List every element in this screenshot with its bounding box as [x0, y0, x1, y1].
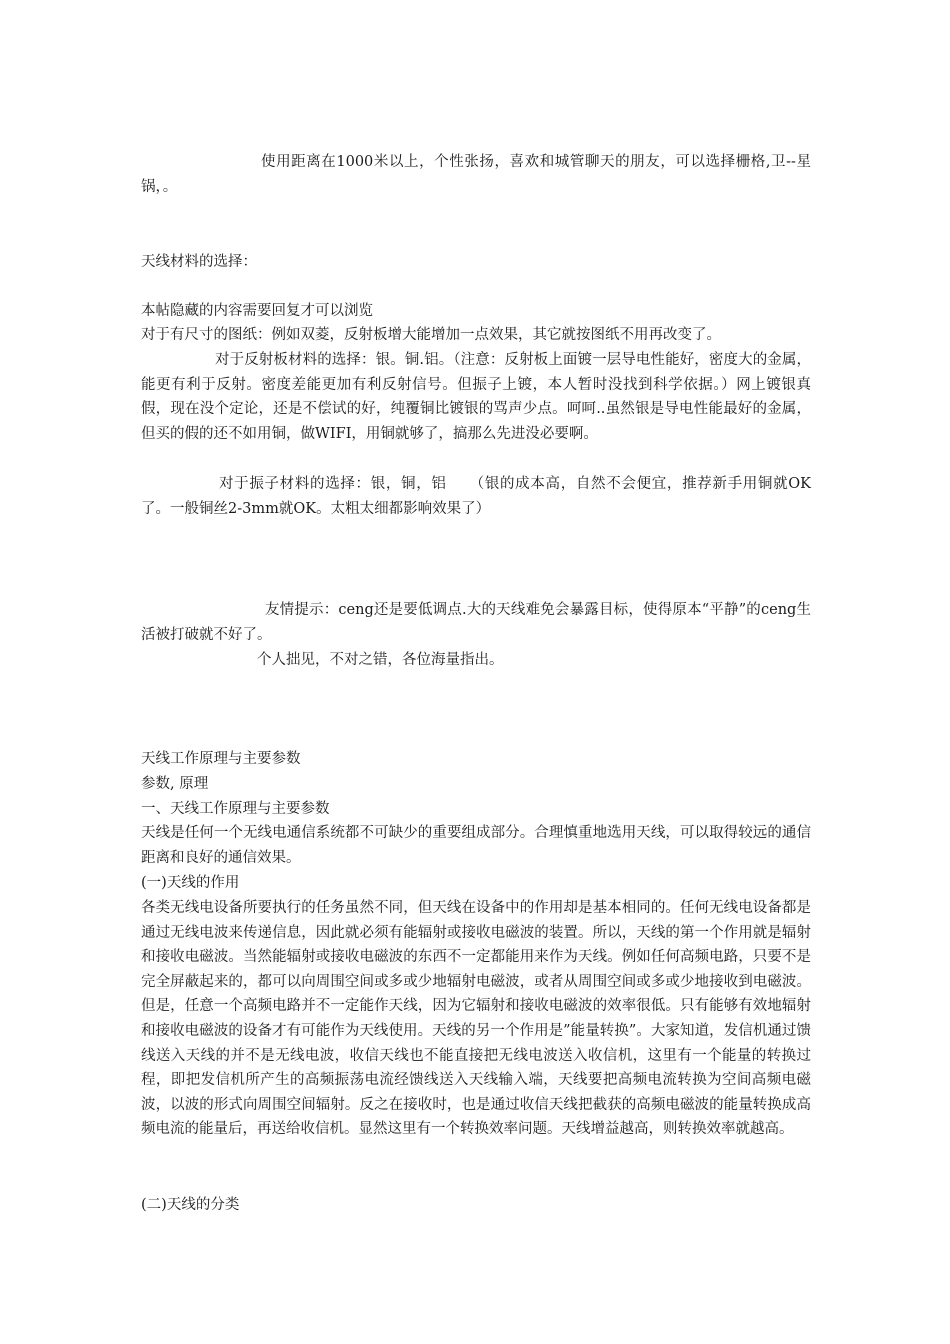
subsection-heading-classification: (二)天线的分类 — [141, 1197, 240, 1213]
paragraph-sized-drawings: 对于有尺寸的图纸：例如双菱，反射板增大能增加一点效果，其它就按图纸不用再改变了。 — [141, 327, 721, 343]
tags-line: 参数, 原理 — [141, 776, 209, 792]
paragraph-friendly-tip: 友情提示：ceng还是要低调点.大的天线难免会暴露目标，使得原本“平静”的ceng生活被打破就不好了。 — [141, 602, 811, 643]
hidden-content-notice: 本帖隐藏的内容需要回复才可以浏览 — [141, 303, 373, 319]
heading-antenna-material: 天线材料的选择： — [141, 254, 257, 270]
paragraph-antenna-role: 各类无线电设备所要执行的任务虽然不同，但天线在设备中的作用却是基本相同的。任何无线电设备都是通过无线电波来传递信息，因此就必须有能辐射或接收电磁波的装置。所以，天线的第一个作用就是辐射和接收电磁波。当然能辐射或接收电磁波的东西不一定都能用来作为天线。例如任何高频电路，只要不是完全屏蔽起来的，都可以向周围空间或多或少地辐射电磁波，或者从周围空间或多或少地接收到电磁波。但是，任意一个高频电路并不一定能作天线，因为它辐射和接收电磁波的效率很低。只有能够有效地辐射和接收电磁波的设备才有可能作为天线使用。天线的另一个作用是”能量转换”。大家知道，发信机通过馈线送入天线的并不是无线电波，收信天线也不能直接把无线电波送入收信机，这里有一个能量的转换过程，即把发信机所产生的高频振荡电流经馈线送入天线输入端，天线要把高频电流转换为空间高频电磁波，以波的形式向周围空间辐射。反之在接收时，也是通过收信天线把截获的高频电磁波的能量转换成高频电流的能量后，再送给收信机。显然这里有一个转换效率问题。天线增益越高，则转换效率就越高。 — [141, 900, 811, 1138]
paragraph-usage-distance: 使用距离在1000米以上，个性张扬，喜欢和城管聊天的朋友，可以选择栅格,卫--星锅，。 — [141, 154, 811, 195]
section-heading-1: 一、天线工作原理与主要参数 — [141, 801, 330, 817]
paragraph-reflector-material: 对于反射板材料的选择：银。铜.铝。（注意：反射板上面镀一层导电性能好，密度大的金属，能更有利于反射。密度差能更加有利反射信号。但振子上镀，本人暂时没找到科学依据。）网上镀银真假，现在没个定论，还是不偿试的好，纯覆铜比镀银的骂声少点。呵呵..虽然银是导电性能最好的金属，但买的假的还不如用铜，做WIFI，用铜就够了，搞那么先进没必要啊。 — [141, 352, 811, 442]
subsection-heading-role: (一)天线的作用 — [141, 875, 240, 891]
paragraph-antenna-intro: 天线是任何一个无线电通信系统都不可缺少的重要组成部分。合理慎重地选用天线，可以取得较远的通信距离和良好的通信效果。 — [141, 825, 811, 866]
heading-antenna-principle: 天线工作原理与主要参数 — [141, 751, 301, 767]
paragraph-element-material: 对于振子材料的选择：银，铜，铝 （银的成本高，自然不会便宜，推荐新手用铜就OK了。一般铜丝2-3mm就OK。太粗太细都影响效果了） — [141, 476, 811, 517]
paragraph-personal-opinion: 个人拙见，不对之错，各位海量指出。 — [257, 652, 504, 668]
